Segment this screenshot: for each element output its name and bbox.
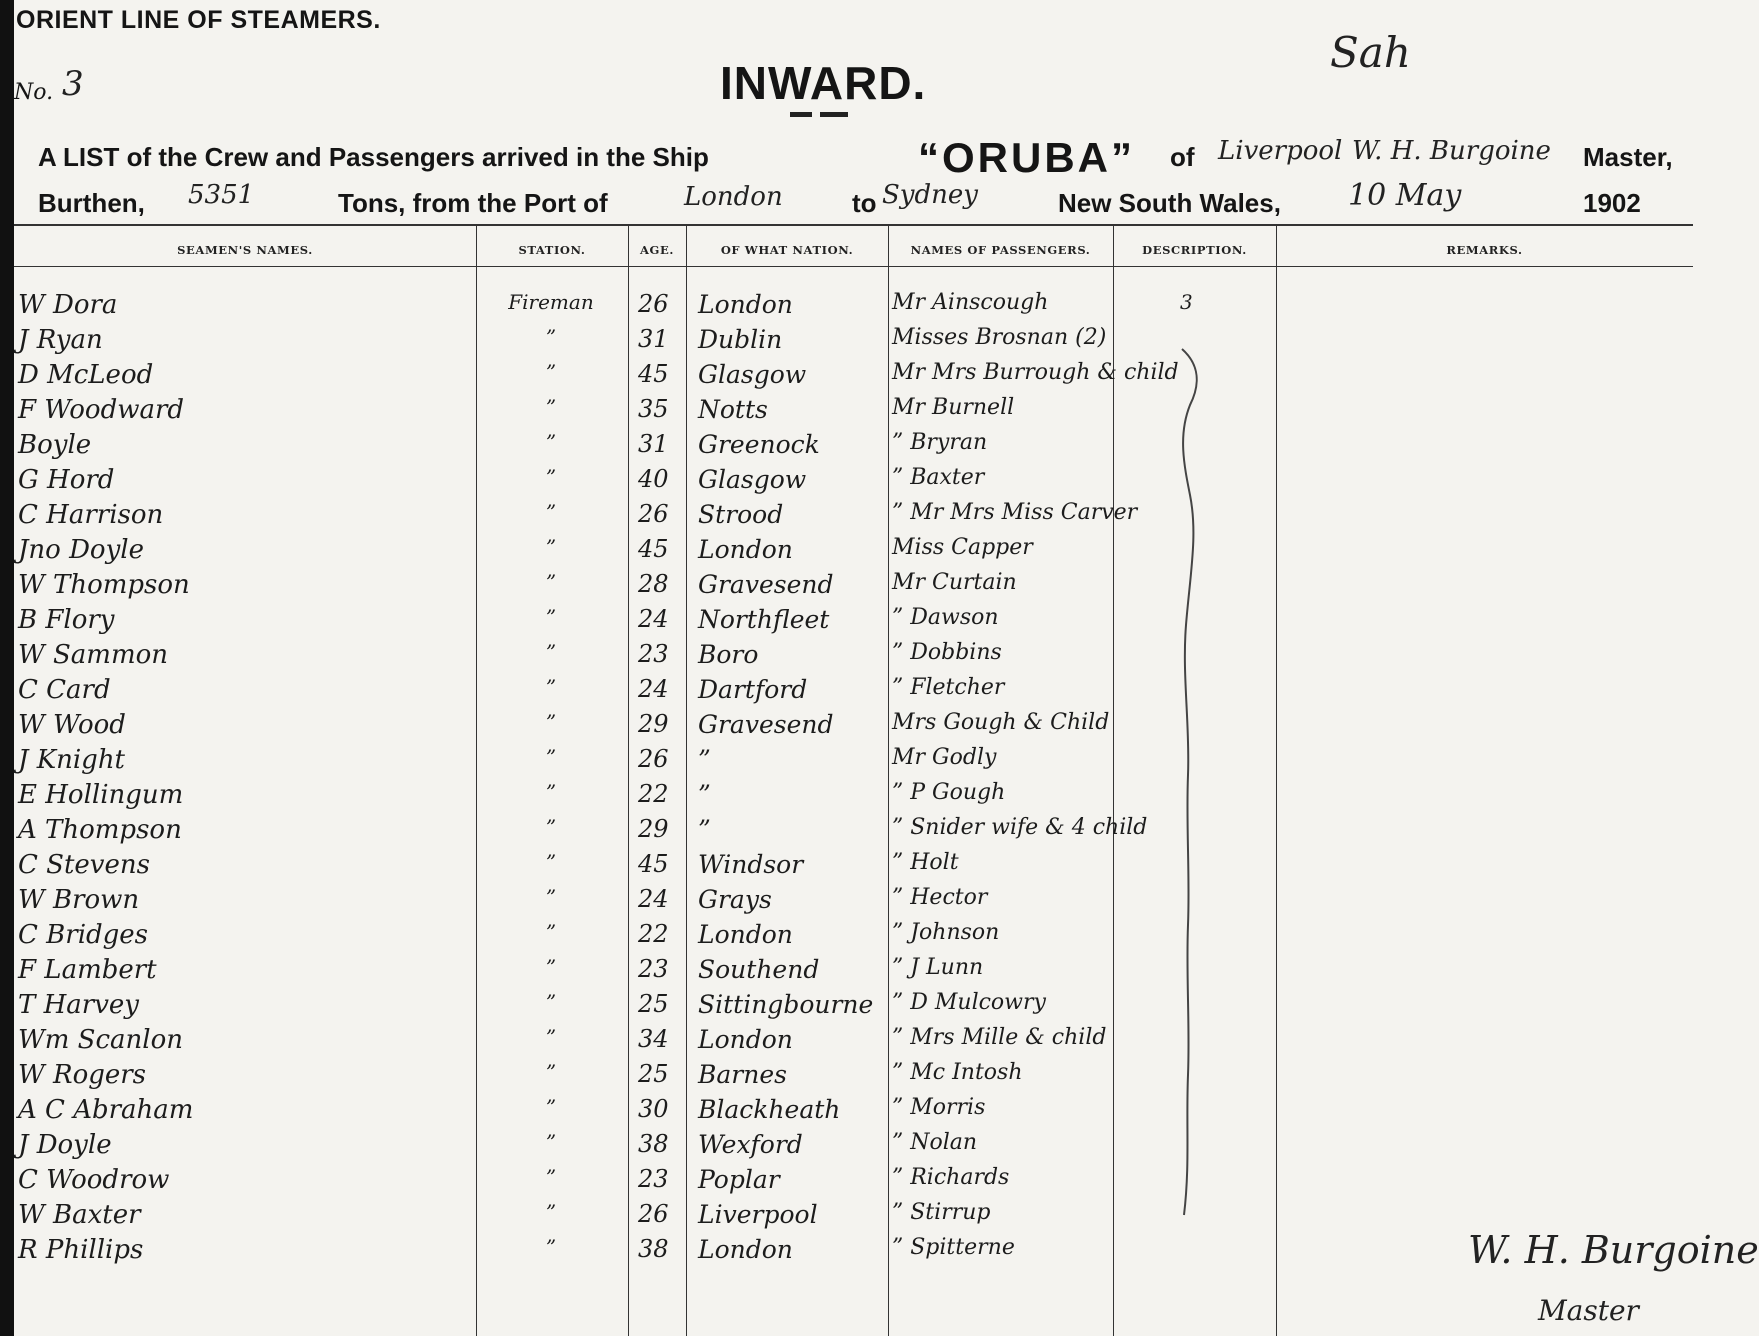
column-divider — [1113, 224, 1114, 1336]
age: 28 — [638, 570, 669, 598]
nation: Sittingbourne — [698, 990, 874, 1019]
age: 30 — [638, 1095, 669, 1123]
tons-from-label: Tons, from the Port of — [338, 188, 608, 218]
station: ” — [545, 640, 557, 664]
nation: ” — [698, 745, 711, 774]
age: 22 — [638, 920, 669, 948]
nation: Southend — [698, 955, 820, 984]
station: ” — [545, 360, 557, 384]
arrival-date: 10 May — [1348, 178, 1462, 213]
passenger-name: ” Spitterne — [892, 1235, 1015, 1260]
seaman-name: W Thompson — [18, 570, 190, 600]
age: 26 — [638, 290, 669, 318]
nation: Grays — [698, 885, 772, 914]
title-underline-gap — [812, 112, 820, 117]
seaman-name: J Ryan — [18, 325, 103, 355]
seaman-name: C Card — [18, 675, 111, 705]
master-name: W. H. Burgoine — [1352, 136, 1551, 166]
age: 24 — [638, 885, 669, 913]
column-divider — [628, 224, 629, 1336]
page-edge-bar — [0, 0, 14, 1336]
station: ” — [545, 1130, 557, 1154]
seaman-name: W Dora — [18, 290, 118, 320]
station: ” — [545, 710, 557, 734]
passenger-name: ” Johnson — [892, 920, 1000, 945]
seaman-name: C Stevens — [18, 850, 150, 880]
age: 38 — [638, 1235, 669, 1263]
col-header-station: STATION. — [518, 243, 586, 257]
seaman-name: Jno Doyle — [18, 535, 144, 565]
passenger-name: ” Morris — [892, 1095, 986, 1120]
passenger-name: ” Nolan — [892, 1130, 978, 1155]
passenger-name: ” Holt — [892, 850, 959, 875]
seaman-name: W Wood — [18, 710, 126, 740]
age: 23 — [638, 1165, 669, 1193]
station: ” — [545, 815, 557, 839]
passenger-name: Mr Burnell — [892, 395, 1015, 420]
station: ” — [545, 605, 557, 629]
nation: Glasgow — [698, 360, 807, 389]
nation: Wexford — [698, 1130, 803, 1159]
passenger-name: ” Dobbins — [892, 640, 1002, 665]
to-port: Sydney — [882, 180, 978, 210]
year: 1902 — [1583, 188, 1641, 218]
station: ” — [545, 465, 557, 489]
nation: Glasgow — [698, 465, 807, 494]
seaman-name: W Brown — [18, 885, 140, 915]
station: ” — [545, 885, 557, 909]
seaman-name: A C Abraham — [18, 1095, 194, 1125]
header-rule-bottom — [14, 266, 1693, 267]
passenger-name: Miss Capper — [892, 535, 1033, 560]
station: ” — [545, 395, 557, 419]
page-title: INWARD. — [720, 57, 927, 109]
seaman-name: D McLeod — [18, 360, 154, 390]
master-signature: W. H. Burgoine — [1468, 1228, 1759, 1272]
age: 45 — [638, 535, 669, 563]
station: ” — [545, 500, 557, 524]
column-divider — [1276, 224, 1277, 1336]
station: ” — [545, 1200, 557, 1224]
age: 26 — [638, 500, 669, 528]
nation: Boro — [698, 640, 759, 669]
station: ” — [545, 1025, 557, 1049]
list-number: 3 — [62, 64, 84, 104]
nation: London — [698, 535, 793, 564]
seaman-name: B Flory — [18, 605, 115, 635]
nation: Greenock — [698, 430, 820, 459]
reference-mark: Sah — [1330, 28, 1411, 77]
passenger-name: Mr Ainscough — [892, 290, 1049, 315]
burthen-label: Burthen, — [38, 188, 145, 218]
seaman-name: F Lambert — [18, 955, 157, 985]
passenger-name: Mrs Gough & Child — [892, 710, 1110, 735]
number-label: No. — [14, 80, 54, 105]
passenger-name: ” Mc Intosh — [892, 1060, 1023, 1085]
of-label: of — [1170, 142, 1195, 172]
from-port: London — [684, 182, 783, 212]
nation: Dartford — [698, 675, 808, 704]
seaman-name: G Hord — [18, 465, 115, 495]
nation: Gravesend — [698, 570, 834, 599]
to-label: to — [852, 188, 877, 218]
description-brace — [1160, 345, 1220, 1225]
header-rule-top — [14, 224, 1693, 226]
description: 3 — [1180, 290, 1193, 314]
port-of-registry: Liverpool — [1218, 136, 1343, 166]
passenger-name: ” Fletcher — [892, 675, 1005, 700]
passenger-name: ” Richards — [892, 1165, 1010, 1190]
age: 45 — [638, 360, 669, 388]
age: 40 — [638, 465, 669, 493]
tonnage: 5351 — [188, 180, 255, 210]
col-header-age: AGE. — [640, 243, 674, 257]
age: 23 — [638, 955, 669, 983]
station: ” — [545, 1060, 557, 1084]
age: 45 — [638, 850, 669, 878]
station: ” — [545, 430, 557, 454]
seaman-name: W Sammon — [18, 640, 169, 670]
station: ” — [545, 675, 557, 699]
master-label: Master, — [1583, 142, 1673, 172]
age: 26 — [638, 1200, 669, 1228]
age: 23 — [638, 640, 669, 668]
nation: London — [698, 1025, 793, 1054]
seaman-name: R Phillips — [18, 1235, 144, 1265]
nation: Barnes — [698, 1060, 787, 1089]
seaman-name: E Hollingum — [18, 780, 184, 810]
station: ” — [545, 1235, 557, 1259]
column-divider — [686, 224, 687, 1336]
nation: Notts — [698, 395, 768, 424]
age: 29 — [638, 710, 669, 738]
nation: Gravesend — [698, 710, 834, 739]
station: ” — [545, 535, 557, 559]
passenger-name: Mr Curtain — [892, 570, 1017, 595]
nation: ” — [698, 780, 711, 809]
col-header-nation: OF WHAT NATION. — [720, 243, 854, 257]
nation: London — [698, 1235, 793, 1264]
seaman-name: W Baxter — [18, 1200, 141, 1230]
station: ” — [545, 570, 557, 594]
age: 31 — [638, 430, 669, 458]
seaman-name: C Bridges — [18, 920, 149, 950]
passenger-name: ” D Mulcowry — [892, 990, 1046, 1015]
signature-title: Master — [1538, 1294, 1639, 1327]
nation: Dublin — [698, 325, 783, 354]
list-prefix: A LIST of the Crew and Passengers arrived in the Ship — [38, 142, 709, 172]
ship-name: “ORUBA” — [918, 134, 1135, 181]
seaman-name: W Rogers — [18, 1060, 147, 1090]
passenger-name: ” Hector — [892, 885, 988, 910]
nsw-label: New South Wales, — [1058, 188, 1281, 218]
col-header-passengers: NAMES OF PASSENGERS. — [910, 243, 1091, 257]
nation: London — [698, 290, 793, 319]
age: 34 — [638, 1025, 669, 1053]
column-divider — [888, 224, 889, 1336]
seaman-name: J Knight — [18, 745, 126, 775]
station: Fireman — [508, 290, 594, 314]
station: ” — [545, 325, 557, 349]
age: 31 — [638, 325, 669, 353]
passenger-name: ” J Lunn — [892, 955, 984, 980]
passenger-name: Mr Godly — [892, 745, 997, 770]
age: 38 — [638, 1130, 669, 1158]
seaman-name: J Doyle — [18, 1130, 112, 1160]
age: 24 — [638, 675, 669, 703]
seaman-name: F Woodward — [18, 395, 185, 425]
passenger-name: Mr Mrs Burrough & child — [892, 360, 1179, 385]
passenger-name: ” Mrs Mille & child — [892, 1025, 1107, 1050]
station: ” — [545, 955, 557, 979]
passenger-name: ” Mr Mrs Miss Carver — [892, 500, 1138, 525]
passenger-name: ” Baxter — [892, 465, 985, 490]
passenger-name: ” Stirrup — [892, 1200, 991, 1225]
seaman-name: A Thompson — [18, 815, 182, 845]
nation: Northfleet — [698, 605, 830, 634]
age: 29 — [638, 815, 669, 843]
nation: Strood — [698, 500, 784, 529]
seaman-name: T Harvey — [18, 990, 139, 1020]
age: 25 — [638, 1060, 669, 1088]
station: ” — [545, 1095, 557, 1119]
col-header-description: DESCRIPTION. — [1142, 243, 1247, 257]
age: 24 — [638, 605, 669, 633]
col-header-remarks: REMARKS. — [1446, 243, 1523, 257]
nation: Windsor — [698, 850, 804, 879]
seaman-name: C Harrison — [18, 500, 164, 530]
age: 35 — [638, 395, 669, 423]
nation: ” — [698, 815, 711, 844]
station: ” — [545, 920, 557, 944]
station: ” — [545, 850, 557, 874]
passenger-name: ” Snider wife & 4 child — [892, 815, 1148, 840]
passenger-name: Misses Brosnan (2) — [892, 325, 1107, 350]
nation: Liverpool — [698, 1200, 818, 1229]
passenger-name: ” Dawson — [892, 605, 999, 630]
station: ” — [545, 990, 557, 1014]
seaman-name: C Woodrow — [18, 1165, 170, 1195]
age: 22 — [638, 780, 669, 808]
age: 26 — [638, 745, 669, 773]
passenger-name: ” Bryran — [892, 430, 988, 455]
nation: Poplar — [698, 1165, 780, 1194]
col-header-seamen: SEAMEN'S NAMES. — [177, 243, 313, 257]
company-heading: ORIENT LINE OF STEAMERS. — [16, 6, 381, 34]
station: ” — [545, 780, 557, 804]
age: 25 — [638, 990, 669, 1018]
station: ” — [545, 745, 557, 769]
station: ” — [545, 1165, 557, 1189]
seaman-name: Boyle — [18, 430, 92, 460]
nation: Blackheath — [698, 1095, 841, 1124]
passenger-name: ” P Gough — [892, 780, 1006, 805]
seaman-name: Wm Scanlon — [18, 1025, 183, 1055]
nation: London — [698, 920, 793, 949]
